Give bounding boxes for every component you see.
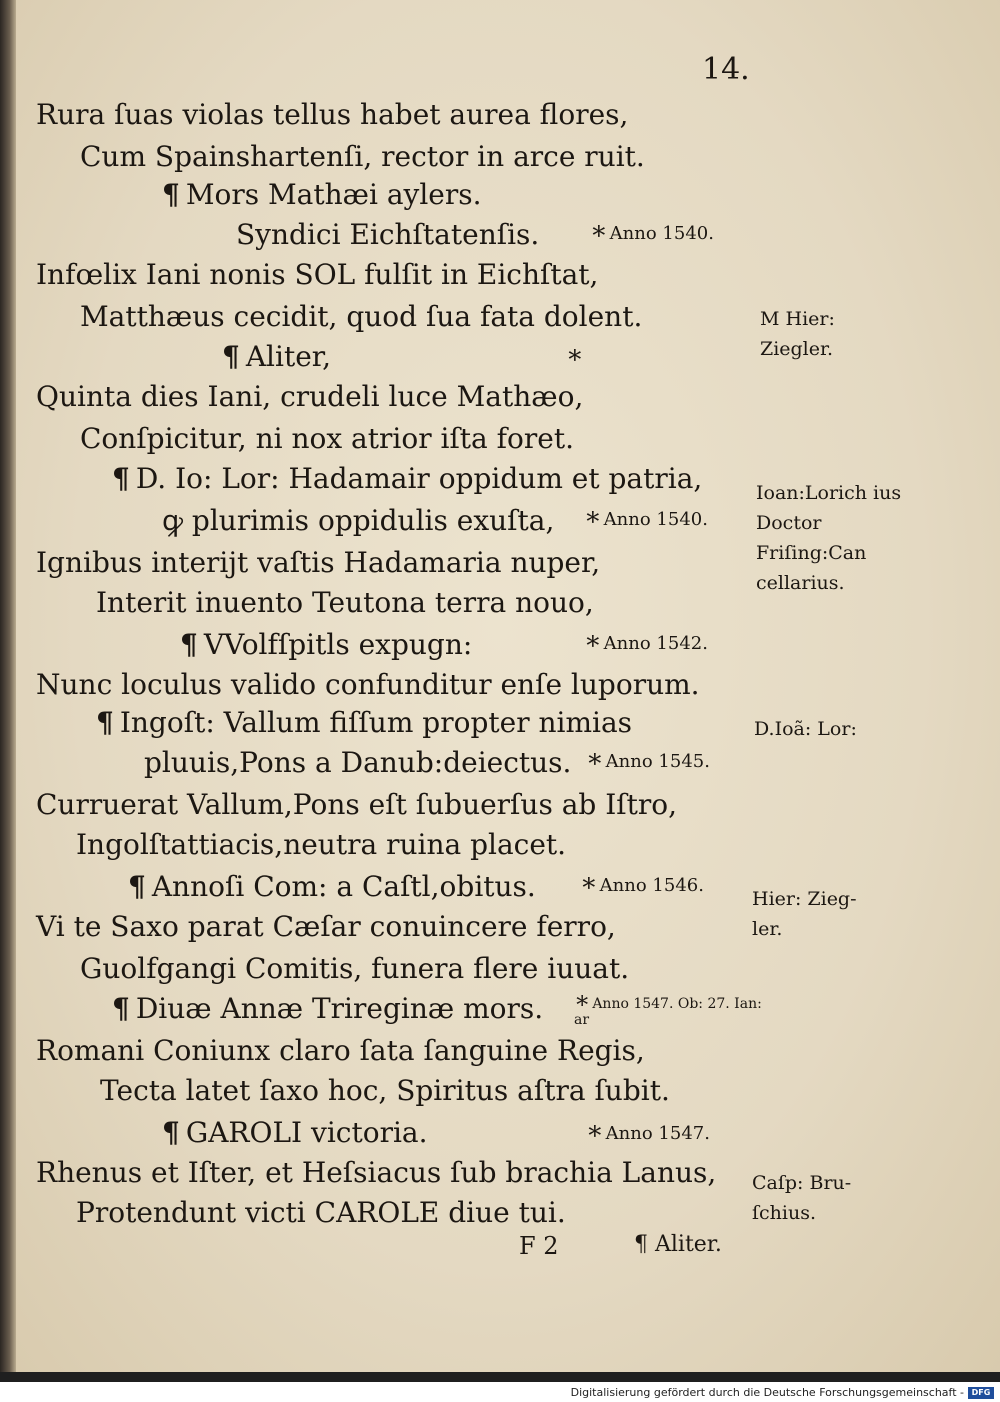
- verse-line: Matthæus cecidit, quod ſua fata dolent.: [80, 300, 643, 333]
- year-mark: ∗ Anno 1547. Ob: 27. Ian: ar: [574, 986, 762, 1028]
- asterisk-icon: ∗: [574, 986, 591, 1014]
- heading-line: [162, 1116, 428, 1150]
- asterisk-icon: ∗: [584, 502, 602, 532]
- asterisk-icon: ∗: [586, 744, 604, 774]
- margin-note: M Hier: Ziegler.: [760, 308, 835, 360]
- year-mark: ∗ Anno 1540.: [590, 216, 714, 246]
- verse-line: Protendunt victi CAROLE diue tui.: [76, 1196, 566, 1229]
- verse-line: Interit inuento Teutona terra nouo,: [96, 586, 594, 619]
- verse-line: Rhenus et Iſter, et Heſsiacus ſub brachia Lanus,: [36, 1156, 717, 1189]
- verse-line: Ignibus interijt vaſtis Hadamaria nuper,: [36, 546, 601, 579]
- verse-line: Tecta latet ſaxo hoc, Spiritus aſtra ſubit.: [100, 1074, 670, 1107]
- heading-text: Diuæ Annæ Trireginæ mors.: [135, 992, 544, 1025]
- verse-line: Conſpicitur, ni nox atrior iſta foret.: [80, 422, 574, 455]
- asterisk-icon: ∗: [566, 340, 584, 370]
- verse-line: Curruerat Vallum,Pons eſt ſubuerſus ab Iſtro,: [36, 788, 678, 821]
- year-mark: ∗ Anno 1540.: [584, 502, 708, 532]
- year-mark: ∗ Anno 1545.: [586, 744, 710, 774]
- margin-note: Hier: Zieg- ler.: [752, 888, 857, 940]
- heading-line: [222, 340, 331, 374]
- verse-line: Ingolſtattiacis,neutra ruina placet.: [76, 828, 567, 861]
- verse-line: Vi te Saxo parat Cæſar conuincere ferro,: [36, 910, 616, 943]
- verse-line: Quinta dies Iani, crudeli luce Mathæo,: [36, 380, 584, 413]
- heading-line: [162, 178, 482, 212]
- asterisk-icon: ∗: [590, 216, 608, 246]
- heading-text: Annoſi Com: a Caſtl,obitus.: [151, 870, 536, 903]
- heading-line: [112, 992, 543, 1026]
- footer-bar: [0, 1384, 1000, 1402]
- page-edge: [0, 1372, 1000, 1382]
- heading-text: Aliter,: [245, 340, 331, 373]
- heading-line: Syndici Eichſtatenſis.: [236, 218, 540, 251]
- pilcrow-mark: ¶: [162, 178, 180, 211]
- asterisk-icon: ∗: [586, 1116, 604, 1146]
- year-mark: ∗ Anno 1546.: [580, 868, 704, 898]
- dfg-logo-icon: DFG: [968, 1387, 994, 1399]
- page-number: 14.: [702, 52, 750, 87]
- heading-line: [96, 706, 632, 740]
- pilcrow-mark: ¶: [162, 1116, 180, 1149]
- year-mark: [566, 340, 586, 370]
- heading-text: Mors Mathæi aylers.: [185, 178, 482, 211]
- pilcrow-mark: ¶: [112, 462, 130, 495]
- heading-line: pluuis,Pons a Danub:deiectus.: [144, 746, 572, 779]
- heading-text: VVolfſpitls expugn:: [203, 628, 473, 661]
- heading-line: [180, 628, 472, 662]
- pilcrow-mark: ¶: [112, 992, 130, 1025]
- pilcrow-mark: ¶: [128, 870, 146, 903]
- verse-line: Cum Spainshartenſi, rector in arce ruit.: [80, 140, 645, 173]
- margin-note: D.Ioã: Lor:: [754, 718, 857, 740]
- book-gutter: [0, 0, 16, 1382]
- margin-note: Caſp: Bru- ſchius.: [752, 1172, 852, 1224]
- verse-line: Nunc loculus valido confunditur enſe luporum.: [36, 668, 700, 701]
- asterisk-icon: ∗: [584, 626, 602, 656]
- verse-line: Rura ſuas violas tellus habet aurea flores,: [36, 98, 629, 131]
- year-mark: ∗ Anno 1547.: [586, 1116, 710, 1146]
- heading-line: ꝙ plurimis oppidulis exuſta,: [162, 504, 555, 537]
- footer-credit: Digitalisierung gefördert durch die Deutsche Forschungsgemeinschaft -: [570, 1386, 964, 1399]
- verse-line: Romani Coniunx claro ſata ſanguine Regis,: [36, 1034, 645, 1067]
- asterisk-icon: ∗: [580, 868, 598, 898]
- heading-text: D. Io: Lor: Hadamair oppidum et patria,: [135, 462, 703, 495]
- year-mark: ∗ Anno 1542.: [584, 626, 708, 656]
- heading-text: Ingoſt: Vallum fiſſum propter nimias: [119, 706, 633, 739]
- pilcrow-mark: ¶: [96, 706, 114, 739]
- verse-line: Guolfgangi Comitis, funera flere iuuat.: [80, 952, 630, 985]
- pilcrow-mark: ¶: [222, 340, 240, 373]
- signature-mark: F 2: [519, 1232, 559, 1260]
- heading-text: GAROLI victoria.: [185, 1116, 428, 1149]
- verse-line: Infœlix Iani nonis SOL fulſit in Eichſtat,: [36, 258, 599, 291]
- pilcrow-mark: ¶: [180, 628, 198, 661]
- heading-line: [128, 870, 536, 904]
- margin-note: Ioan:Lorich ius Doctor Friſing:Can cellarius.: [756, 482, 902, 594]
- heading-line: [112, 462, 702, 496]
- catchword: ¶ Aliter.: [634, 1232, 722, 1257]
